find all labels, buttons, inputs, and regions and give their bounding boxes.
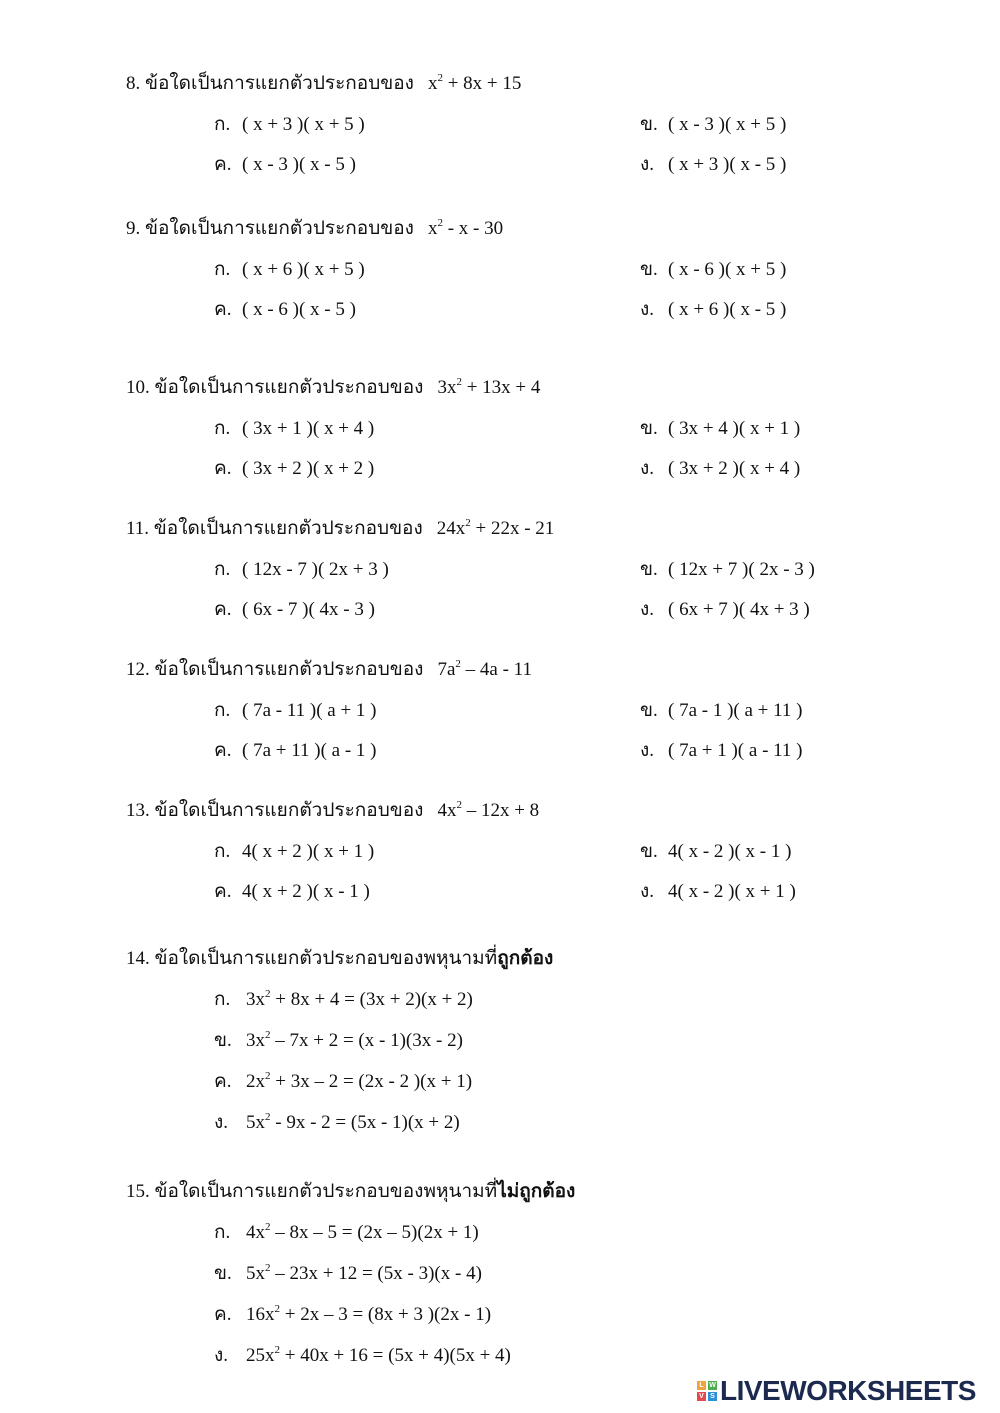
option-text: ( x - 3 )( x - 5 ): [242, 154, 356, 175]
option-label: ง.: [640, 881, 655, 902]
option-rest: + 8x + 4 = (3x + 2)(x + 2): [270, 989, 473, 1010]
question-text: ข้อใดเป็นการแยกตัวประกอบของ: [153, 518, 423, 539]
option-text: ( 6x + 7 )( 4x + 3 ): [668, 599, 810, 620]
option-exponent: 2: [274, 1303, 280, 1315]
option-label: ค.: [214, 154, 232, 175]
option-text: ( 12x + 7 )( 2x - 3 ): [668, 559, 815, 580]
answer-option[interactable]: [214, 1217, 479, 1247]
option-text: 4( x + 2 )( x + 1 ): [242, 841, 375, 862]
question-number: 10.: [126, 377, 150, 398]
question-13: [126, 795, 539, 825]
option-label: ง.: [640, 299, 655, 320]
question-expression: [428, 73, 521, 94]
option-label: ก.: [214, 114, 231, 135]
answer-option[interactable]: [214, 294, 356, 324]
option-rest: + 2x – 3 = (8x + 3 )(2x - 1): [280, 1304, 492, 1325]
answer-option[interactable]: [640, 294, 786, 324]
answer-option[interactable]: [640, 554, 815, 584]
answer-option[interactable]: [214, 413, 374, 443]
option-label: ค.: [214, 1304, 232, 1325]
question-15: [126, 1176, 575, 1206]
answer-option[interactable]: [640, 109, 786, 139]
expression-term: x: [427, 218, 438, 239]
logo-text: LIVEWORKSHEETS: [720, 1375, 976, 1406]
option-label: ก.: [214, 259, 231, 280]
answer-option[interactable]: [214, 554, 389, 584]
option-label: ก.: [214, 559, 231, 580]
option-rest: – 8x – 5 = (2x – 5)(2x + 1): [270, 1222, 479, 1243]
option-text: ( 7a + 1 )( a - 11 ): [668, 740, 803, 761]
question-expression: [437, 518, 555, 539]
question-emphasis: ไม่ถูกต้อง: [497, 1181, 576, 1202]
option-text: ( x - 6 )( x - 5 ): [242, 299, 356, 320]
option-label: ง.: [640, 740, 655, 761]
answer-option[interactable]: [640, 453, 800, 483]
option-text: ( 7a - 11 )( a + 1 ): [242, 700, 377, 721]
answer-option[interactable]: [214, 594, 375, 624]
option-text: 4( x - 2 )( x - 1 ): [668, 841, 792, 862]
expression-rest: - x - 30: [442, 218, 504, 239]
answer-option[interactable]: [214, 453, 374, 483]
option-text: ( 3x + 2 )( x + 4 ): [668, 458, 801, 479]
option-text: ( x + 3 )( x - 5 ): [668, 154, 787, 175]
question-12: [126, 654, 532, 684]
option-text: ( 3x + 1 )( x + 4 ): [242, 418, 375, 439]
answer-option[interactable]: [640, 876, 796, 906]
expression-exponent: 2: [456, 376, 462, 388]
option-label: ค.: [214, 299, 232, 320]
option-exponent: 2: [265, 1221, 271, 1233]
logo-tile: S: [708, 1392, 717, 1401]
option-text: ( x + 3 )( x + 5 ): [242, 114, 365, 135]
expression-rest: – 12x + 8: [461, 800, 540, 821]
option-label: ง.: [214, 1345, 229, 1366]
option-label: ข.: [640, 700, 658, 721]
answer-option[interactable]: [214, 1258, 482, 1288]
option-rest: - 9x - 2 = (5x - 1)(x + 2): [270, 1112, 460, 1133]
option-label: ค.: [214, 458, 232, 479]
expression-rest: + 22x - 21: [470, 518, 555, 539]
answer-option[interactable]: [214, 984, 473, 1014]
answer-option[interactable]: [640, 735, 803, 765]
question-text: ข้อใดเป็นการแยกตัวประกอบของ: [145, 218, 414, 239]
option-text: ( x + 6 )( x - 5 ): [668, 299, 787, 320]
option-label: ข.: [214, 1263, 232, 1284]
expression-exponent: 2: [437, 217, 443, 229]
option-text: ( 7a + 11 )( a - 1 ): [242, 740, 377, 761]
expression-term: 24x: [436, 518, 466, 539]
answer-option[interactable]: [640, 413, 800, 443]
question-text: ข้อใดเป็นการแยกตัวประกอบของ: [145, 73, 414, 94]
option-term: 3x: [246, 989, 265, 1010]
answer-option[interactable]: [214, 109, 365, 139]
option-label: ข.: [640, 559, 658, 580]
option-text: ( 12x - 7 )( 2x + 3 ): [242, 559, 389, 580]
logo-tile: W: [709, 1382, 716, 1389]
expression-exponent: 2: [456, 799, 462, 811]
option-label: ค.: [214, 599, 232, 620]
question-10: [126, 372, 540, 402]
option-label: ง.: [640, 154, 655, 175]
answer-option[interactable]: [214, 149, 356, 179]
question-8: [126, 68, 521, 98]
option-text: ( x - 6 )( x + 5 ): [668, 259, 787, 280]
option-exponent: 2: [265, 1111, 271, 1123]
option-rest: – 23x + 12 = (5x - 3)(x - 4): [270, 1263, 482, 1284]
expression-term: 3x: [437, 377, 457, 398]
logo-tiles: [697, 1381, 717, 1401]
expression-term: 7a: [437, 659, 456, 680]
question-text: ข้อใดเป็นการแยกตัวประกอบของพหุนามที่: [154, 948, 498, 969]
option-term: 2x: [246, 1071, 265, 1092]
expression-rest: – 4a - 11: [460, 659, 532, 680]
question-expression: [437, 659, 532, 680]
answer-option[interactable]: [214, 735, 377, 765]
question-emphasis: ถูกต้อง: [497, 948, 554, 969]
question-number: 12.: [126, 659, 150, 680]
option-label: ก.: [214, 989, 231, 1010]
option-term: 3x: [246, 1030, 265, 1051]
option-rest: – 7x + 2 = (x - 1)(3x - 2): [270, 1030, 463, 1051]
option-label: ง.: [214, 1112, 229, 1133]
logo-tile: V: [697, 1392, 706, 1401]
answer-option[interactable]: [214, 1340, 511, 1370]
option-term: 25x: [246, 1345, 275, 1366]
question-11: [126, 513, 554, 543]
answer-option[interactable]: [640, 254, 786, 284]
question-number: 8.: [126, 73, 141, 94]
option-text: ( 7a - 1 )( a + 11 ): [668, 700, 803, 721]
expression-rest: + 8x + 15: [442, 73, 522, 94]
question-text: ข้อใดเป็นการแยกตัวประกอบของ: [154, 800, 424, 821]
option-label: ข.: [640, 259, 658, 280]
expression-term: 4x: [437, 800, 457, 821]
answer-option[interactable]: [214, 1066, 472, 1096]
answer-option[interactable]: [640, 149, 786, 179]
option-text: ( 6x - 7 )( 4x - 3 ): [242, 599, 375, 620]
expression-exponent: 2: [455, 658, 461, 670]
option-label: ค.: [214, 881, 232, 902]
option-rest: + 40x + 16 = (5x + 4)(5x + 4): [280, 1345, 511, 1366]
expression-exponent: 2: [465, 517, 471, 529]
option-exponent: 2: [265, 988, 271, 1000]
answer-option[interactable]: [214, 1025, 463, 1055]
option-label: ข.: [214, 1030, 232, 1051]
option-label: ค.: [214, 740, 232, 761]
answer-option[interactable]: [640, 594, 810, 624]
option-exponent: 2: [274, 1344, 280, 1356]
question-number: 9.: [126, 218, 141, 239]
answer-option[interactable]: [640, 836, 791, 866]
question-expression: [437, 377, 540, 398]
option-term: 5x: [246, 1112, 265, 1133]
option-term: 5x: [246, 1263, 265, 1284]
option-exponent: 2: [265, 1029, 271, 1041]
answer-option[interactable]: [214, 1107, 460, 1137]
option-label: ข.: [640, 114, 658, 135]
option-label: ง.: [640, 599, 655, 620]
option-label: ข.: [640, 841, 658, 862]
answer-option[interactable]: [640, 695, 803, 725]
expression-exponent: 2: [437, 72, 443, 84]
answer-option[interactable]: [214, 254, 365, 284]
question-9: [126, 213, 503, 243]
expression-rest: + 13x + 4: [461, 377, 541, 398]
option-exponent: 2: [265, 1070, 271, 1082]
answer-option[interactable]: [214, 1299, 491, 1329]
option-exponent: 2: [265, 1262, 271, 1274]
option-label: ข.: [640, 418, 658, 439]
option-text: ( x + 6 )( x + 5 ): [242, 259, 365, 280]
liveworksheets-logo: [697, 1376, 976, 1406]
logo-tile: L: [697, 1381, 706, 1390]
question-number: 14.: [126, 948, 150, 969]
option-label: ค.: [214, 1071, 232, 1092]
question-number: 11.: [126, 518, 150, 539]
option-term: 4x: [246, 1222, 265, 1243]
option-label: ก.: [214, 418, 231, 439]
question-number: 15.: [126, 1181, 150, 1202]
answer-option[interactable]: [214, 876, 370, 906]
option-text: ( 3x + 2 )( x + 2 ): [242, 458, 375, 479]
option-label: ง.: [640, 458, 655, 479]
question-expression: [428, 218, 503, 239]
answer-option[interactable]: [214, 695, 377, 725]
option-term: 16x: [246, 1304, 275, 1325]
option-text: 4( x + 2 )( x - 1 ): [242, 881, 370, 902]
question-number: 13.: [126, 800, 150, 821]
question-text: ข้อใดเป็นการแยกตัวประกอบของพหุนามที่: [154, 1181, 498, 1202]
question-expression: [437, 800, 539, 821]
option-label: ก.: [214, 700, 231, 721]
answer-option[interactable]: [214, 836, 374, 866]
question-text: ข้อใดเป็นการแยกตัวประกอบของ: [154, 659, 424, 680]
option-rest: + 3x – 2 = (2x - 2 )(x + 1): [270, 1071, 473, 1092]
option-label: ก.: [214, 1222, 231, 1243]
option-text: ( 3x + 4 )( x + 1 ): [668, 418, 801, 439]
expression-term: x: [427, 73, 438, 94]
question-14: [126, 943, 553, 973]
option-text: ( x - 3 )( x + 5 ): [668, 114, 787, 135]
question-text: ข้อใดเป็นการแยกตัวประกอบของ: [154, 377, 424, 398]
option-label: ก.: [214, 841, 231, 862]
option-text: 4( x - 2 )( x + 1 ): [668, 881, 796, 902]
